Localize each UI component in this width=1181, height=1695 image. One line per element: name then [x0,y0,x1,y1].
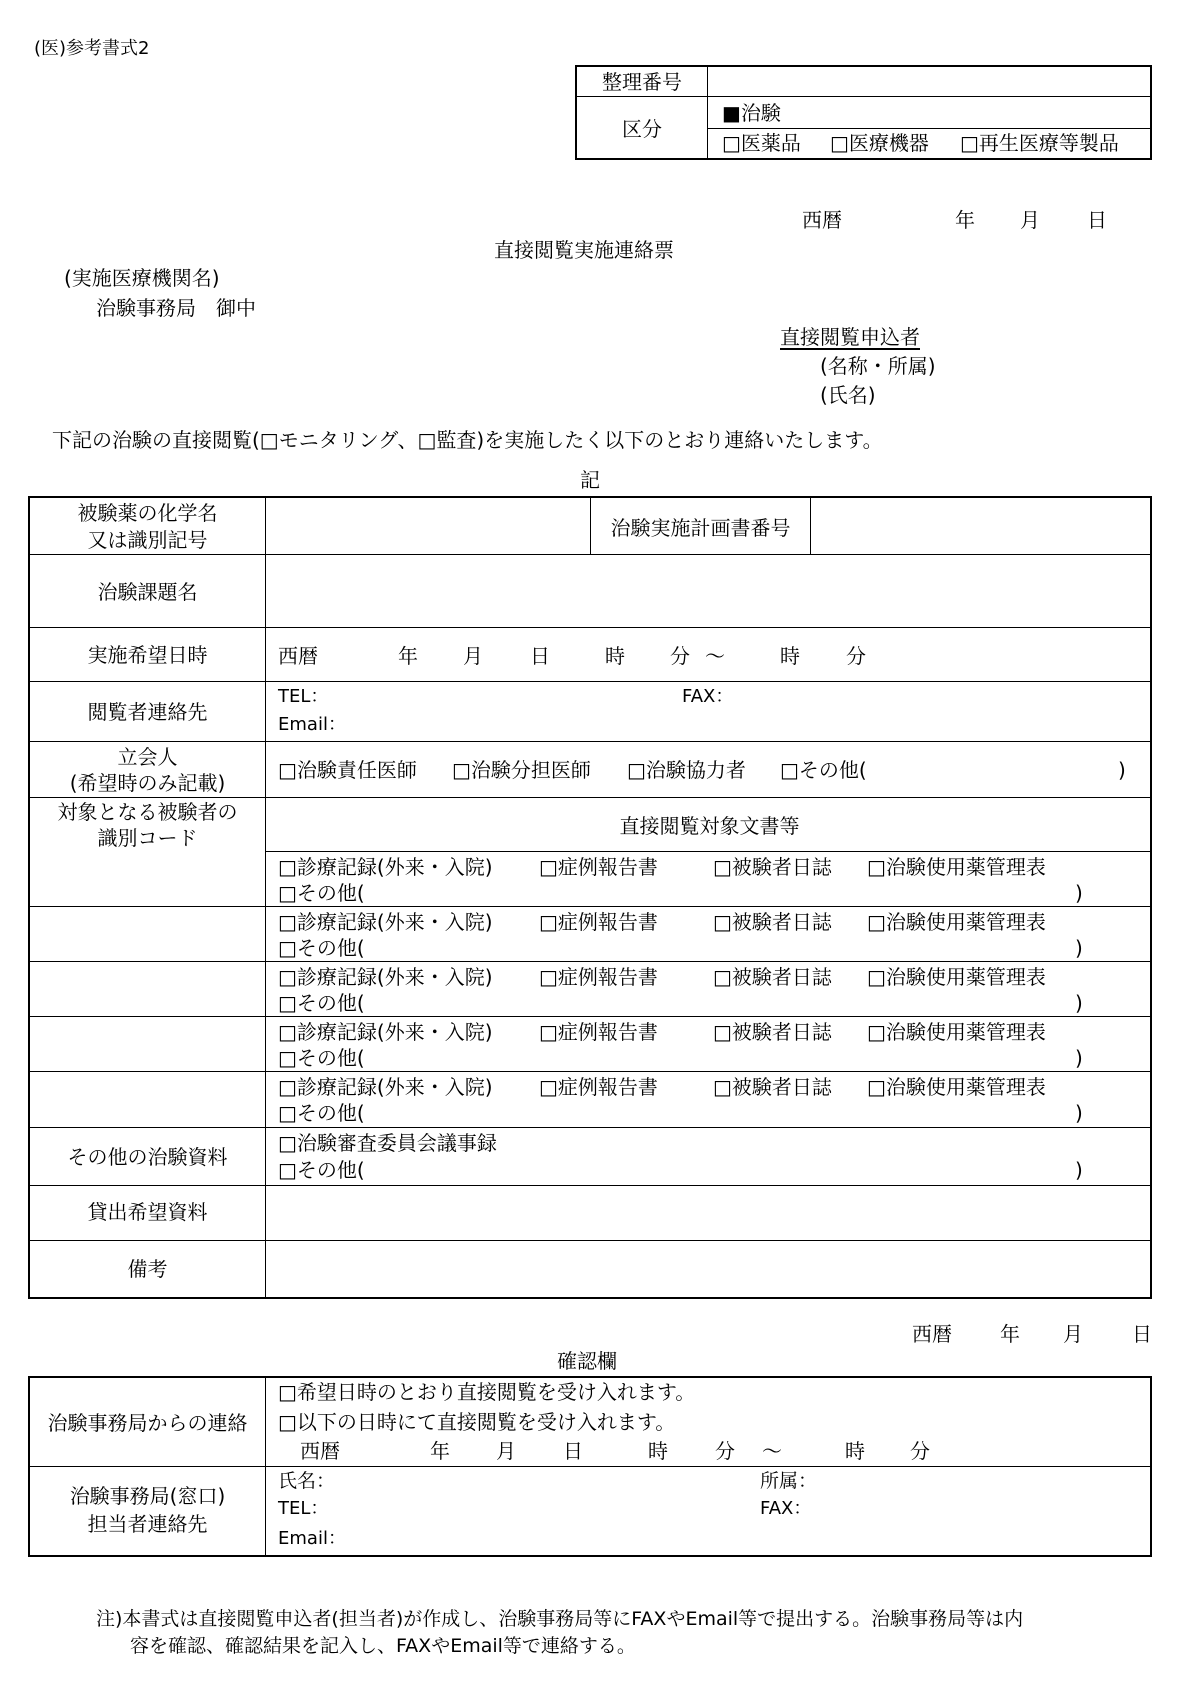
other-materials-close: ) [1075,1158,1083,1182]
docs-header: 直接閲覧対象文書等 [619,814,800,838]
document-title: 直接閲覧実施連絡票 [494,238,674,262]
row-line [28,1127,1152,1128]
datetime-month: 月 [463,644,483,668]
staff-affiliation: 所属： [760,1470,818,1492]
protocol-divider-right [810,496,811,554]
admin-divider [707,65,708,160]
alt-month: 月 [496,1439,516,1463]
confirm-date-day: 日 [1132,1322,1152,1346]
doc-drug-log[interactable]: □治験使用薬管理表 [867,1075,1046,1099]
intro-text: 下記の治験の直接閲覧(□モニタリング、□監査)を実施したく以下のとおり連絡いたします。 [52,428,883,452]
witness-coordinator[interactable]: □治験協力者 [627,758,746,782]
staff-email: Email： [278,1528,346,1549]
staff-name: 氏名： [278,1470,336,1492]
accept-alternative[interactable]: □以下の日時にて直接閲覧を受け入れます。 [278,1410,676,1434]
doc-other[interactable]: □その他( [278,991,365,1015]
doc-diary[interactable]: □被験者日誌 [713,1020,832,1044]
datetime-label: 実施希望日時 [87,643,208,667]
doc-other[interactable]: □その他( [278,1101,365,1125]
doc-crf[interactable]: □症例報告書 [539,1020,658,1044]
doc-crf[interactable]: □症例報告書 [539,965,658,989]
confirm-title: 確認欄 [557,1349,617,1373]
alt-minute: 分 [715,1439,735,1463]
datetime-minute: 分 [670,644,690,668]
contact-label: 閲覧者連絡先 [87,700,208,724]
alt-tilde: ～ [762,1439,782,1463]
date-year: 年 [955,208,975,232]
subject-label-line2: 識別コード [97,826,198,850]
accept-as-requested[interactable]: □希望日時のとおり直接閲覧を受け入れます。 [278,1380,696,1404]
doc-diary[interactable]: □被験者日誌 [713,1075,832,1099]
doc-crf[interactable]: □症例報告書 [539,1075,658,1099]
form-id: (医)参考書式2 [34,38,150,59]
applicant-affiliation: (名称・所属) [820,354,936,378]
datetime-era: 西暦 [278,644,318,668]
row-line [28,741,1152,742]
subject-label-line1: 対象となる被験者の [57,800,238,824]
doc-other-close: ) [1075,1101,1083,1125]
applicant-name: (氏名) [820,383,876,407]
doc-other[interactable]: □その他( [278,881,365,905]
witness-label-line1: 立会人 [117,745,178,769]
doc-other-close: ) [1075,881,1083,905]
drug-label-line2: 又は識別記号 [87,528,208,552]
doc-medical-record[interactable]: □診療記録(外来・入院) [278,910,493,934]
row-line [28,627,1152,628]
category-option-regenerative[interactable]: □再生医療等製品 [960,131,1119,155]
confirm-date-era: 西暦 [912,1322,952,1346]
date-era: 西暦 [802,208,842,232]
contact-tel: TEL： [278,686,329,707]
ki-label: 記 [580,468,600,492]
recipient-institution: (実施医療機関名) [64,266,220,290]
row-line [28,1016,1152,1017]
applicant-title: 直接閲覧申込者 [780,325,920,349]
admin-row-line [575,96,1152,97]
confirm-date-month: 月 [1063,1322,1083,1346]
contact-fax: FAX： [682,686,734,707]
doc-medical-record[interactable]: □診療記録(外来・入院) [278,1075,493,1099]
doc-diary[interactable]: □被験者日誌 [713,910,832,934]
row-line [28,1071,1152,1072]
alt-era: 西暦 [300,1439,340,1463]
office-staff-label-line1: 治験事務局(窓口) [69,1484,226,1508]
witness-pi[interactable]: □治験責任医師 [278,758,417,782]
doc-medical-record[interactable]: □診療記録(外来・入院) [278,855,493,879]
row-line [28,681,1152,682]
date-day: 日 [1087,208,1107,232]
staff-fax: FAX： [760,1498,812,1519]
row-line [265,851,1152,852]
row-line [28,906,1152,907]
doc-drug-log[interactable]: □治験使用薬管理表 [867,910,1046,934]
other-materials-label: その他の治験資料 [67,1145,228,1169]
row-line [28,1240,1152,1241]
category-option-device[interactable]: □医療機器 [830,131,929,155]
row-line [28,961,1152,962]
witness-other[interactable]: □その他( [780,758,867,782]
doc-crf[interactable]: □症例報告書 [539,855,658,879]
ref-no-label: 整理番号 [602,70,682,94]
doc-drug-log[interactable]: □治験使用薬管理表 [867,855,1046,879]
doc-drug-log[interactable]: □治験使用薬管理表 [867,1020,1046,1044]
drug-label-line1: 被験薬の化学名 [77,501,218,525]
witness-subinvestigator[interactable]: □治験分担医師 [452,758,591,782]
category-row-line [707,128,1152,129]
contact-email: Email： [278,714,346,735]
office-staff-label-line2: 担当者連絡先 [87,1512,208,1536]
doc-other-close: ) [1075,1046,1083,1070]
note-line1: 注)本書式は直接閲覧申込者(担当者)が作成し、治験事務局等にFAXやEmail等で提出する。治験事務局等は内 [96,1608,1024,1630]
doc-diary[interactable]: □被験者日誌 [713,965,832,989]
note-line2: 容を確認、確認結果を記入し、FAXやEmail等で連絡する。 [130,1635,636,1657]
datetime-tilde: ～ [705,644,725,668]
staff-tel: TEL： [278,1498,329,1519]
datetime-hour: 時 [605,644,625,668]
category-label: 区分 [622,117,662,141]
doc-other-close: ) [1075,936,1083,960]
doc-medical-record[interactable]: □診療記録(外来・入院) [278,1020,493,1044]
doc-diary[interactable]: □被験者日誌 [713,855,832,879]
date-month: 月 [1020,208,1040,232]
category-chiken-checked[interactable]: ■治験 [722,101,781,125]
trial-title-label: 治験課題名 [97,580,198,604]
datetime-day: 日 [530,644,550,668]
alt-day: 日 [563,1439,583,1463]
confirm-row-line [28,1466,1152,1467]
office-contact-label: 治験事務局からの連絡 [47,1411,248,1435]
alt-year: 年 [430,1439,450,1463]
row-line [28,1185,1152,1186]
protocol-label: 治験実施計画書番号 [610,516,791,540]
main-table [28,496,1152,1299]
recipient-office: 治験事務局 御中 [96,296,256,320]
doc-medical-record[interactable]: □診療記録(外来・入院) [278,965,493,989]
alt-hour: 時 [648,1439,668,1463]
row-line [28,797,1152,798]
row-line [28,554,1152,555]
category-option-drug[interactable]: □医薬品 [722,131,801,155]
witness-label-line2: (希望時のみ記載) [69,771,226,795]
witness-other-close: ) [1118,758,1126,782]
datetime-year: 年 [398,644,418,668]
remarks-label: 備考 [127,1257,168,1281]
confirm-date-year: 年 [1000,1322,1020,1346]
other-materials-other[interactable]: □その他( [278,1158,365,1182]
doc-other-close: ) [1075,991,1083,1015]
datetime-minute2: 分 [846,644,866,668]
doc-drug-log[interactable]: □治験使用薬管理表 [867,965,1046,989]
main-label-divider [265,496,266,1299]
loan-label: 貸出希望資料 [87,1200,208,1224]
other-materials-irb[interactable]: □治験審査委員会議事録 [278,1131,497,1155]
doc-crf[interactable]: □症例報告書 [539,910,658,934]
doc-other[interactable]: □その他( [278,1046,365,1070]
alt-hour2: 時 [845,1439,865,1463]
datetime-hour2: 時 [780,644,800,668]
doc-other[interactable]: □その他( [278,936,365,960]
alt-minute2: 分 [910,1439,930,1463]
